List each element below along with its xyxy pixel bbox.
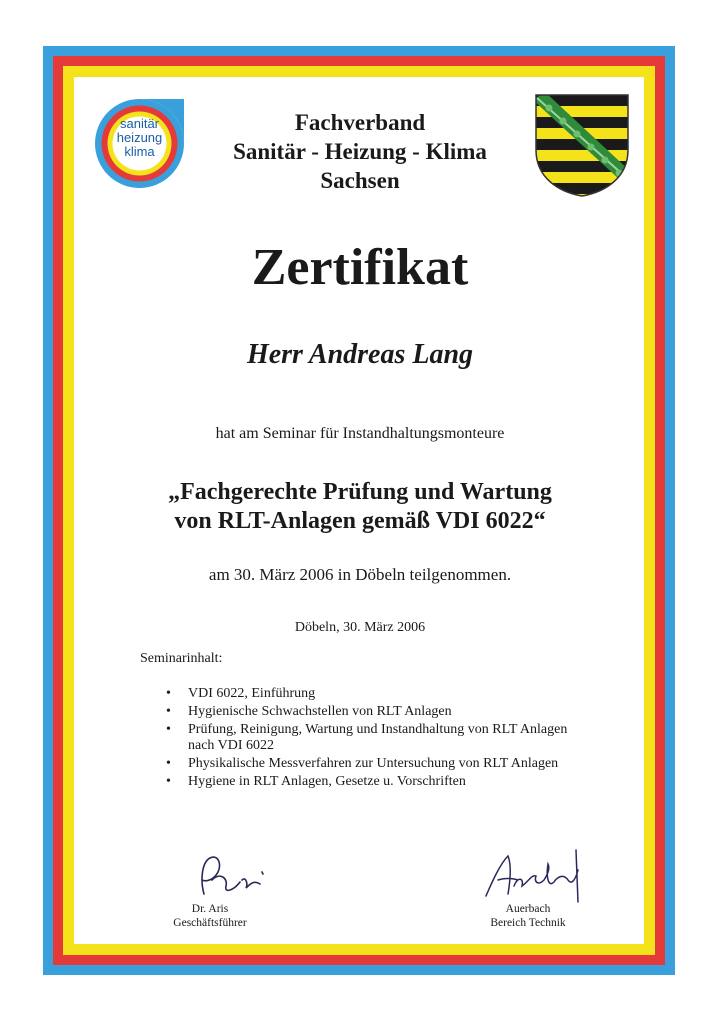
seminar-title-line-1: „Fachgerechte Prüfung und Wartung <box>168 479 552 505</box>
logo-text <box>92 117 187 159</box>
signer-right <box>468 902 588 930</box>
logo-line-heizung: heizung <box>116 130 163 145</box>
organization-name <box>200 108 520 195</box>
list-item: • Physikalische Messverfahren zur Untersuchung von RLT Anlagen <box>160 756 620 772</box>
saxony-coat-of-arms-icon <box>533 92 631 198</box>
participation-text: am 30. März 2006 in Döbeln teilgenommen. <box>208 565 512 584</box>
list-item: • Hygienische Schwachstellen von RLT Anlagen <box>160 704 620 720</box>
signature-aris <box>190 850 270 900</box>
seminar-title <box>90 478 630 536</box>
intro-text: hat am Seminar für Instandhaltungsmonteure <box>215 425 505 442</box>
signer-right-role: Bereich Technik <box>490 917 566 929</box>
list-item: • Prüfung, Reinigung, Wartung und Instandhaltung von RLT Anlagen nach VDI 6022 <box>160 722 620 754</box>
org-line-2: Sanitär - Heizung - Klima <box>233 139 487 164</box>
place-date: Döbeln, 30. März 2006 <box>294 620 426 635</box>
seminar-title-line-2: von RLT-Anlagen gemäß VDI 6022“ <box>174 508 546 534</box>
signer-left-role: Geschäftsführer <box>173 917 247 929</box>
list-item: • Hygiene in RLT Anlagen, Gesetze u. Vorschriften <box>160 774 620 790</box>
org-line-1: Fachverband <box>294 110 426 135</box>
signer-left-name: Dr. Aris <box>191 903 229 915</box>
signer-right-name: Auerbach <box>505 903 551 915</box>
signer-left <box>150 902 270 930</box>
recipient-name: Herr Andreas Lang <box>246 339 474 370</box>
content-heading: Seminarinhalt: <box>140 651 223 666</box>
certificate-title: Zertifikat <box>251 239 469 296</box>
logo-line-klima: klima <box>124 144 155 159</box>
list-item: • VDI 6022, Einführung <box>160 686 620 702</box>
shk-logo-icon <box>92 96 187 191</box>
org-line-3: Sachsen <box>320 168 400 193</box>
content-list <box>160 686 620 792</box>
signature-auerbach <box>478 846 588 906</box>
logo-line-sanitaer: sanitär <box>119 116 160 131</box>
